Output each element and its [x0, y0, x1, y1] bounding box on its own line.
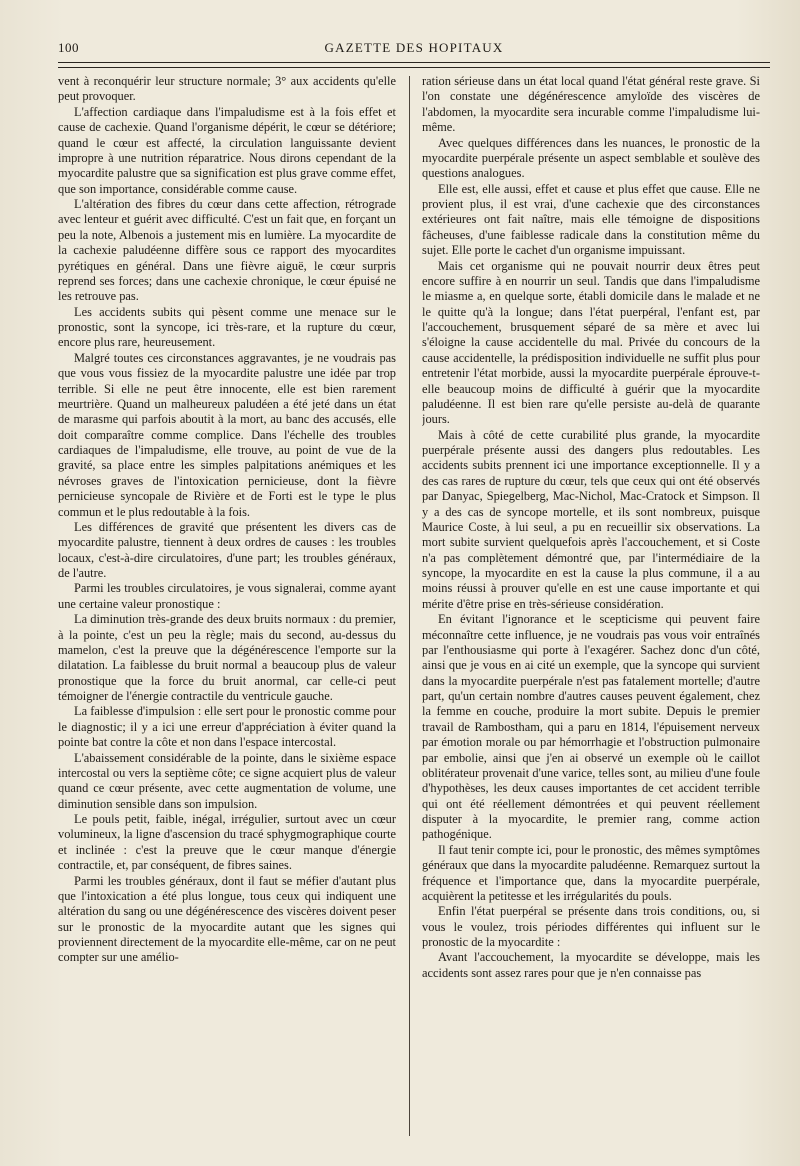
- page-header: [58, 40, 770, 60]
- left-column: [58, 74, 396, 1142]
- paragraph: Enfin l'état puerpéral se présente dans trois conditions, ou, si vous le voulez, trois périodes différentes qui influent sur le pronostic de la myocardite :: [422, 904, 760, 949]
- paragraph: L'abaissement considérable de la pointe, dans le sixième espace intercostal ou vers la septième côte; ce signe acquiert plus de valeur quand ce cœur présente, avec cette augmentation de volume, une diminution sensible dans son impulsion.: [58, 750, 396, 811]
- text-columns: [58, 74, 770, 1142]
- paragraph: Malgré toutes ces circonstances aggravantes, je ne voudrais pas que vous vous fissiez de la myocardite palustre une idée par trop terrible. Si elle ne peut être innocente, elle est bien rarement meurtrière. Quand un malheureux paludéen a été jeté dans un état de marasme qui parfois aboutit à la mort, au banc des accusés, elle doit comparaître comme complice. Dans l'échelle des troubles cardiaques de l'impaludisme, elle trouve, au point de vue de la gravité, sa place entre les simples palpitations anémiques et les névroses graves de l'intoxication pernicieuse, dont la fièvre pernicieuse syncopale de Rivière et de Forti est le type le plus commun et le plus redoutable à la fois.: [58, 350, 396, 519]
- paragraph: Mais à côté de cette curabilité plus grande, la myocardite puerpérale présente aussi des dangers plus redoutables. Les accidents subits prennent ici une importance exceptionnelle. Il y a des cas rares de rupture du cœur, tels que ceux qui ont été observés par Danyac, Spiegelberg, Mac-Nichol, Mac-Cratock et Simpson. Il y a des cas de syncope mortelle, et ils sont nombreux, puisque Maurice Coste, à lui seul, a pu en recueillir six observations. La mort subite survient quelquefois après l'accouchement, et si Coste n'a pas complètement démontré que, par l'intermédiaire de la syncope, la myocardite en est la cause la plus commune, il a au moins réussi à prouver qu'elle en est une cause importante et qui mérite d'être prise en très-sérieuse considération.: [422, 427, 760, 611]
- paragraph: L'altération des fibres du cœur dans cette affection, rétrograde avec lenteur et guérit avec difficulté. C'est un fait que, en forçant un peu la note, Albenois a justement mis en lumière. La myocardite de la cachexie paludéenne diffère sous ce rapport des myocardites pyrétiques en général. Dans une fièvre aiguë, le cœur surpris reprend ses forces; dans une cachexie chronique, le cœur épuisé ne les retrouve pas.: [58, 197, 396, 304]
- paragraph: vent à reconquérir leur structure normale; 3° aux accidents qu'elle peut provoquer.: [58, 74, 396, 104]
- paragraph: Le pouls petit, faible, inégal, irrégulier, surtout avec un cœur volumineux, la ligne d'ascension du tracé sphygmographique courte et inclinée : c'est la preuve que le cœur manque d'énergie contractile, et, par conséquent, de fibres saines.: [58, 812, 396, 873]
- paragraph: Il faut tenir compte ici, pour le pronostic, des mêmes symptômes généraux que dans la myocardite paludéenne. Remarquez surtout la fréquence et l'importance que, dans la myocardite puerpérale, acquièrent la petitesse et les irrégularités du pouls.: [422, 842, 760, 903]
- journal-title: GAZETTE DES HOPITAUX: [324, 40, 504, 55]
- page-number: 100: [58, 40, 79, 55]
- paragraph: La faiblesse d'impulsion : elle sert pour le pronostic comme pour le diagnostic; il y a ici une erreur d'appréciation à éviter quand la pointe bat contre la côte et non dans l'espace intercostal.: [58, 704, 396, 750]
- paragraph: L'affection cardiaque dans l'impaludisme est à la fois effet et cause de cachexie. Quand l'organisme dépérit, le cœur se détériore; quand le cœur est affecté, la circulation languissante devient impropre à une nutrition réparatrice. Nous dirons cependant de la myocardite palustre que sa signification est plus grave comme effet, que son importance, considérable comme cause.: [58, 104, 396, 196]
- paragraph: En évitant l'ignorance et le scepticisme qui peuvent faire méconnaître cette influence, je ne voudrais pas vous voir entraînés par l'enthousiasme qui porte à l'exagérer. Sachez donc d'un côté, ainsi que je vous en ai cité un exemple, que la syncope qui survient dans la myocardite puerpérale n'est pas fatalement mortelle; d'autre part, qu'un certain nombre d'autres causes peuvent également, chez la femme en couche, produire la mort subite. Depuis le premier travail de Rambostham, qui a paru en 1814, l'épuisement nerveux par émotion morale ou par hémorrhagie et l'obstruction pulmonaire par embolie, ainsi que j'en ai observé un exemple où le caillot oblitérateur provenait d'une varice, telles sont, au milieu d'une foule d'hypothèses, les deux causes importantes de cet accident terrible qui ont été réellement démontrées et qui peuvent réellement disputer à la myocardite, le premier rang, comme action pathogénique.: [422, 612, 760, 842]
- paragraph: Les accidents subits qui pèsent comme une menace sur le pronostic, sont la syncope, ici très-rare, et la rupture du cœur, encore plus rare, heureusement.: [58, 304, 396, 350]
- paragraph: Parmi les troubles circulatoires, je vous signalerai, comme ayant une certaine valeur pronostique :: [58, 581, 396, 611]
- paragraph: Avec quelques différences dans les nuances, le pronostic de la myocardite puerpérale présente un aspect semblable et soulève des questions analogues.: [422, 135, 760, 181]
- header-double-rule: [58, 62, 770, 68]
- paragraph: Elle est, elle aussi, effet et cause et plus effet que cause. Elle ne provient plus, il est vrai, d'une cachexie que des circonstances extérieures ont fait naître, mais elle témoigne de dispositions fâcheuses, d'une faiblesse radicale dans la constitution même du sujet. Elle porte le cachet d'un organisme impuissant.: [422, 181, 760, 258]
- paragraph: La diminution très-grande des deux bruits normaux : du premier, à la pointe, c'est un peu la règle; mais du second, au-dessus du mamelon, c'est la preuve que la dégénérescence l'emporte sur la dilatation. La faiblesse du bruit normal a beaucoup plus de valeur pronostique que la force du bruit anormal, car celle-ci peut témoigner de l'énergie contractile du ventricule gauche.: [58, 612, 396, 703]
- paragraph: Avant l'accouchement, la myocardite se développe, mais les accidents sont assez rares pour que je n'en connaisse pas: [422, 950, 760, 980]
- right-column: [422, 74, 760, 1142]
- paragraph: Les différences de gravité que présentent les divers cas de myocardite palustre, tiennent à deux ordres de causes : les troubles locaux, c'est-à-dire circulatoires, d'une part; les troubles généraux, de l'autre.: [58, 519, 396, 580]
- paragraph: ration sérieuse dans un état local quand l'état général reste grave. Si l'on constate une dégénérescence amyloïde des viscères de l'abdomen, la myocardite sera incurable comme l'impaludisme lui-même.: [422, 74, 760, 135]
- paragraph: Parmi les troubles généraux, dont il faut se méfier d'autant plus que l'intoxication a été plus longue, tous ceux qui indiquent une altération du sang ou une dégénérescence des viscères doivent peser sur le pronostic de la myocardite autant que les signes qui proviennent directement de la myocardite elle-même, car on ne peut compter sur une amélio-: [58, 873, 396, 965]
- column-divider: [409, 76, 410, 1136]
- paragraph: Mais cet organisme qui ne pouvait nourrir deux êtres peut encore suffire à en nourrir un seul. Tandis que dans l'impaludisme le miasme a, en quelque sorte, établi domicile dans le malade et ne le quitte qu'à la longue; dans l'état puerpéral, l'enfant est, par l'accouchement, brusquement séparé de sa mère et avec lui s'éloigne la cause accidentelle du mal. Privée du concours de la cause accidentelle, la prédisposition individuelle ne suffit plus pour entretenir l'état morbide, aussi la myocardite puerpérale éprouve-t-elle beaucoup moins de difficulté à guérir que la myocardite paludéenne. Il est bien rare qu'elle persiste au-delà de quarante jours.: [422, 258, 760, 427]
